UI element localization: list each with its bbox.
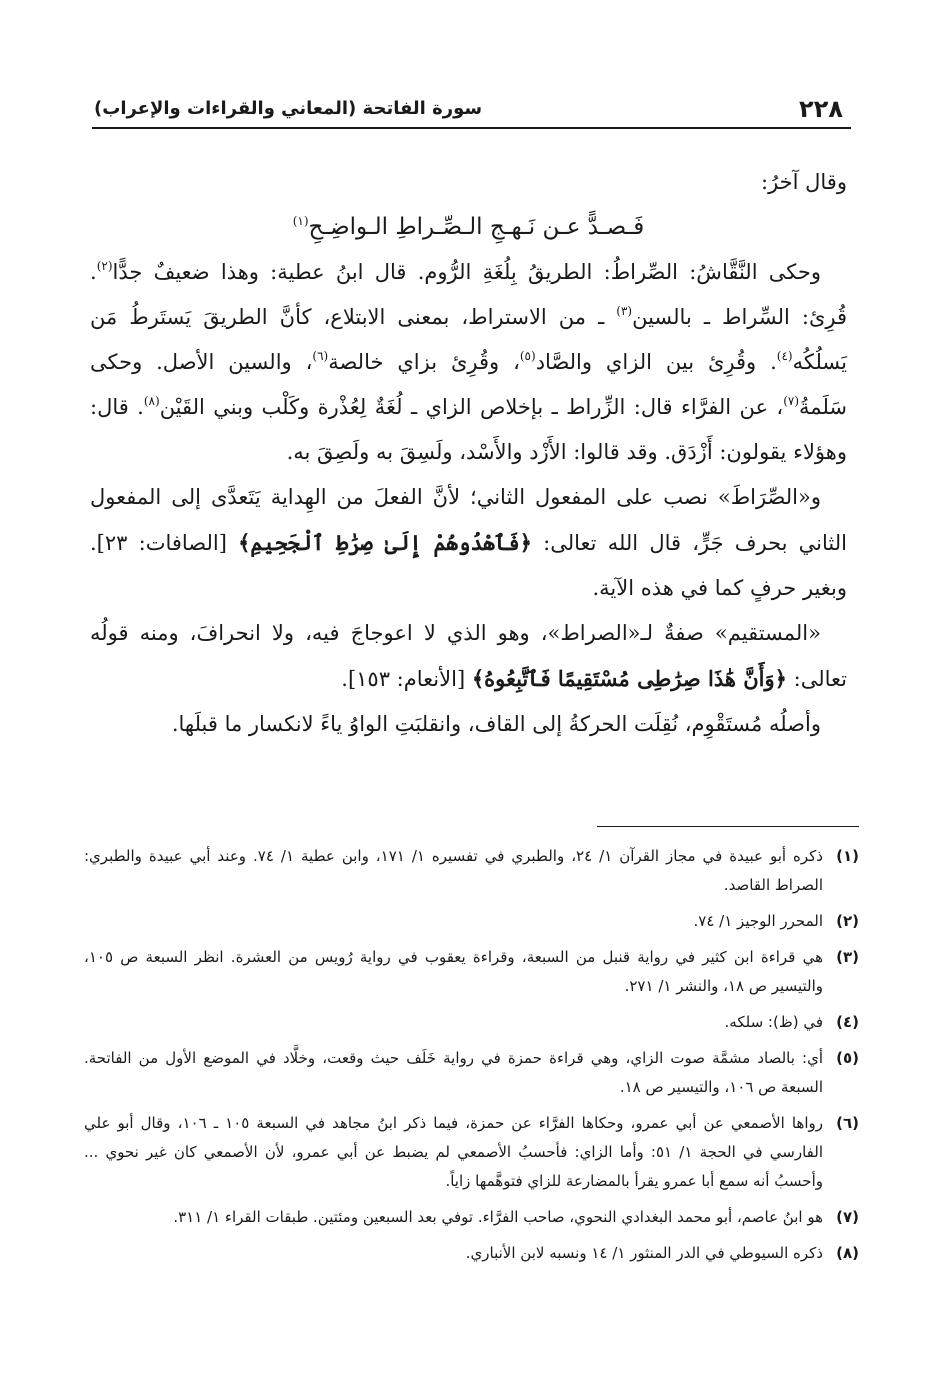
footnote [84,943,859,1001]
page-number: ٢٢٨ [799,95,843,123]
footnote-ref: (٨) [143,394,160,408]
footnote-text: أي: بالصاد مشمَّة صوت الزاي، وهي قراءة حمزة في رواية خَلَف حيث وقعت، وخلَّاد في الموضع الأول من الفاتحة. السبعة ص ١٠٦، والتيسير ص ١٨. [84,1049,823,1096]
footnote-text: رواها الأصمعي عن أبي عمرو، وحكاها الفرَّاء عن حمزة، فيما ذكر ابنُ مجاهد في السبعة ١٠٥ ـ ١٠٦، وقال أبو علي الفارسي في الحجة ١/ ٥١: وأما الزاي: فأحسبُ الأصمعي لم يضبط عن أبي عمرو، لأن الأصمعي كان غير نحوي ... وأحسبُ أنه سمع أبا عمرو يقرأ بالمضارعة للزاي فتوهَّمها زاياً. [84,1114,824,1190]
footnote-text: المحرر الوجيز ١/ ٧٤. [693,912,823,930]
header-title: سورة الفاتحة (المعاني والقراءات والإعراب) [94,98,483,119]
footnote [84,1109,859,1196]
footnote-number: (٧) [836,1208,859,1226]
footnote-ref: (٤) [776,349,793,363]
footnote [84,1239,859,1268]
footnote [84,1203,859,1232]
paragraph-mustaqim: «المستقيم» صفةٌ لـ«الصراط»، وهو الذي لا اعوجاجَ فيه، ولا انحرافَ، ومنه قولُه تعالى: ﴿وَأَنَّ هَٰذَا صِرَٰطِى مُسْتَقِيمًا فَٱتَّبِعُوهُ﴾ [الأنعام: ١٥٣]. [90,621,847,691]
verse-text: فَـصـدًّ عـن نَـهـجِ الـصِّـراطِ الـواضِـحِ [308,214,645,240]
footnote-number: (٨) [836,1244,859,1262]
footnote-ref: (٦) [312,349,329,363]
paragraph-origin: وأصلُه مُستَقْوِم، نُقِلَت الحركةُ إلى القاف، وانقلبَتِ الواوُ ياءً لانكسار ما قبلَها. [171,712,821,736]
footnote-text: هي قراءة ابن كثير في رواية قنبل من السبعة، وقراءة يعقوب في رواية رُويس من العشرة. انظر السبعة ص ١٠٥، والتيسير ص ١٨، والنشر ١/ ٢٧١. [84,948,823,995]
footnote [84,1044,859,1102]
footnote [84,907,859,936]
footnote-ref: (٥) [519,349,536,363]
poetry-verse [90,205,847,250]
footnote-ref: (١) [292,214,309,228]
intro-line: وقال آخرُ: [761,170,847,194]
quran-quote: ﴿وَأَنَّ هَٰذَا صِرَٰطِى مُسْتَقِيمًا فَٱتَّبِعُوهُ﴾ [471,666,787,691]
paragraph-sirat-grammar: و«الصِّرَاطَ» نصب على المفعول الثاني؛ لأنَّ الفعلَ من الهِداية يَتَعدَّى إلى المفعول الثاني بحرف جَرٍّ، قال الله تعالى: ﴿فَٱهْدُوهُمْ إِلَىٰ صِرَٰطِ ٱلْجَحِيمِ﴾ [الصافات: ٢٣]. وبغير حرفٍ كما في هذه الآية. [90,485,847,600]
footnote-number: (٢) [836,912,859,930]
running-header [94,88,843,124]
footnote-text: في (ظ): سلكه. [724,1013,823,1031]
footnote-ref: (٢) [96,259,113,273]
footnote-separator [597,826,859,827]
footnote-text: ذكره أبو عبيدة في مجاز القرآن ١/ ٢٤، والطبري في تفسيره ١/ ١٧١، وابن عطية ١/ ٧٤. وعند أبي عبيدة والطبري: الصراط القاصد. [84,847,823,894]
footnote [84,842,859,900]
footnote-text: ذكره السيوطي في الدر المنثور ١/ ١٤ ونسبه لابن الأنباري. [465,1244,823,1262]
footnote-number: (١) [836,847,859,865]
footnote [84,1008,859,1037]
quran-quote: ﴿فَٱهْدُوهُمْ إِلَىٰ صِرَٰطِ ٱلْجَحِيمِ﴾ [238,530,532,555]
footnote-ref: (٧) [783,394,800,408]
footnote-number: (٦) [836,1114,859,1132]
footnote-text: هو ابنُ عاصم، أبو محمد البغدادي النحوي، صاحب الفرَّاء. توفي بعد السبعين ومئتين. طبقات القراء ١/ ٣١١. [173,1208,823,1226]
footnotes [84,842,859,1275]
footnote-number: (٣) [836,948,859,966]
paragraph-sirat-readings: وحكى النَّقَّاشُ: الصِّراطُ: الطريقُ بِلُغَةِ الرُّوم. قال ابنُ عطية: وهذا ضعيفٌ جدًّا$^{(٢)}$. قُرِئ: السِّراط ـ بالسين$^{(٣)}$ ـ من الاستراط، بمعنى الابتلاع، كأنَّ الطريقَ يَستَرطُ مَن يَسلُكُه$^{(٤)}$. وقُرِئ بين الزاي والصَّاد$^{(٥)}$، وقُرِئ بزاي خالصة$^{(٦)}$، والسين الأصل. وحكى سَلَمةُ$^{(٧)}$، عن الفرَّاء قال: الزِّراط ـ بإخلاص الزاي ـ لُغَةٌ لِعُذْرة وكَلْب وبني القَيْن$^{(٨)}$. قال: وهؤلاء يقولون: أَزْدَق. وقد قالوا: الأَزْد والأَسْد، ولَسِقَ به ولَصِقَ به. [90,259,848,464]
header-rule [92,127,851,129]
footnote-number: (٥) [836,1049,859,1067]
main-text [90,160,847,747]
footnote-number: (٤) [836,1013,859,1031]
footnote-ref: (٣) [616,304,633,318]
